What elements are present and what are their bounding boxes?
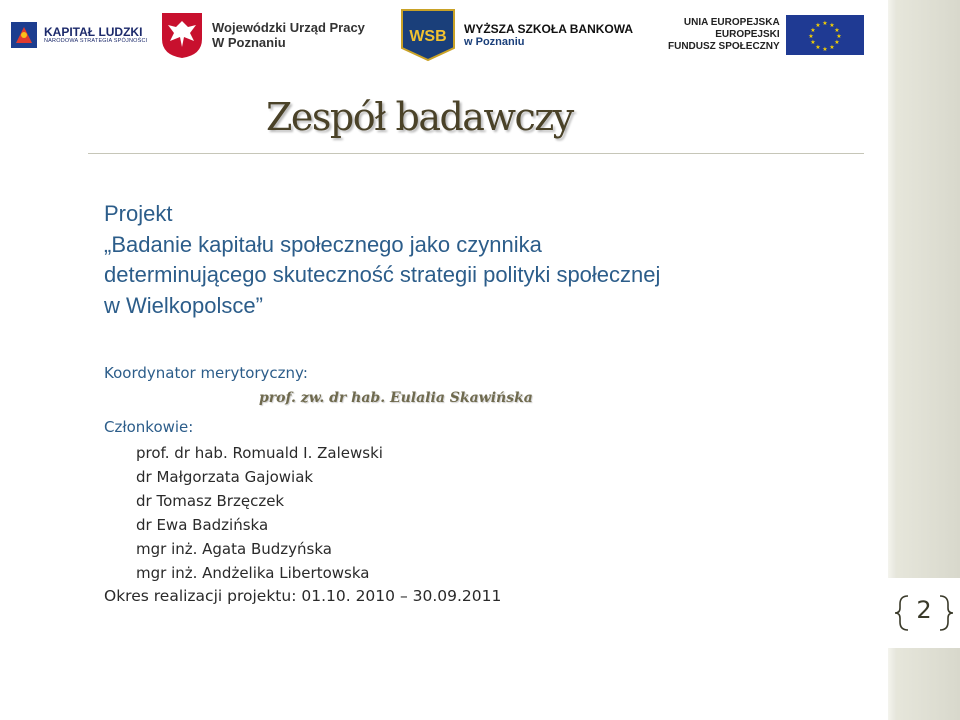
member-item: dr Ewa Badzińska bbox=[136, 516, 269, 534]
logo-bar bbox=[0, 0, 888, 70]
svg-text:★: ★ bbox=[821, 46, 828, 53]
eu-line3: FUNDUSZ SPOŁECZNY bbox=[668, 41, 780, 52]
wup-logo bbox=[160, 8, 390, 62]
kapital-ludzki-name: KAPITAŁ LUDZKI bbox=[44, 24, 143, 39]
svg-text:★: ★ bbox=[835, 33, 842, 40]
title-divider bbox=[88, 153, 864, 154]
wsb-badge-text: WSB bbox=[409, 28, 447, 45]
svg-text:★: ★ bbox=[821, 20, 828, 27]
member-item: mgr inż. Agata Budzyńska bbox=[136, 540, 332, 558]
page-number: 2 bbox=[916, 596, 932, 624]
svg-text:★: ★ bbox=[828, 44, 835, 51]
member-item: mgr inż. Andżelika Libertowska bbox=[136, 564, 370, 582]
project-period: Okres realizacji projektu: 01.10. 2010 – 30.09.2011 bbox=[104, 587, 502, 605]
member-item: dr Małgorzata Gajowiak bbox=[136, 468, 314, 486]
wup-line1: Wojewódzki Urząd Pracy bbox=[212, 20, 365, 35]
svg-text:★: ★ bbox=[814, 22, 821, 29]
members-list bbox=[136, 441, 383, 585]
eu-logo bbox=[668, 8, 868, 62]
project-line: determinującego skuteczność strategii polityki społecznej bbox=[104, 262, 661, 287]
eu-line1: UNIA EUROPEJSKA bbox=[683, 17, 780, 28]
project-line: „Badanie kapitału społecznego jako czynnika bbox=[104, 231, 542, 257]
slide-title: Zespół badawczy bbox=[266, 95, 573, 139]
svg-text:★: ★ bbox=[809, 39, 816, 46]
wup-line2: W Poznaniu bbox=[212, 35, 286, 50]
kapital-ludzki-sub: NARODOWA STRATEGIA SPÓJNOŚCI bbox=[44, 37, 148, 44]
svg-text:★: ★ bbox=[833, 27, 840, 34]
svg-text:★: ★ bbox=[828, 22, 835, 29]
coordinator-name: prof. zw. dr hab. Eulalia Skawińska bbox=[259, 390, 533, 406]
wsb-badge-icon bbox=[398, 8, 458, 62]
svg-text:★: ★ bbox=[807, 33, 814, 40]
page-number-box bbox=[888, 578, 960, 648]
eu-flag-icon bbox=[786, 15, 864, 55]
kapital-ludzki-logo bbox=[10, 8, 150, 62]
eagle-crest-icon bbox=[160, 11, 204, 59]
wsb-logo bbox=[398, 8, 668, 62]
svg-text:★: ★ bbox=[809, 27, 816, 34]
eu-line2: EUROPEJSKI bbox=[715, 29, 780, 40]
project-line: Projekt bbox=[104, 201, 173, 226]
members-label: Członkowie: bbox=[104, 418, 194, 436]
svg-text:★: ★ bbox=[814, 44, 821, 51]
wsb-line1: WYŻSZA SZKOŁA BANKOWA bbox=[464, 21, 634, 36]
kapital-ludzki-icon bbox=[10, 21, 38, 49]
wsb-line2: w Poznaniu bbox=[464, 35, 525, 48]
coordinator-label: Koordynator merytoryczny: bbox=[104, 364, 308, 382]
svg-text:★: ★ bbox=[833, 39, 840, 46]
project-description bbox=[104, 199, 660, 321]
project-line: w Wielkopolsce” bbox=[104, 292, 263, 318]
member-item: prof. dr hab. Romuald I. Zalewski bbox=[136, 444, 383, 462]
member-item: dr Tomasz Brzęczek bbox=[136, 492, 285, 510]
